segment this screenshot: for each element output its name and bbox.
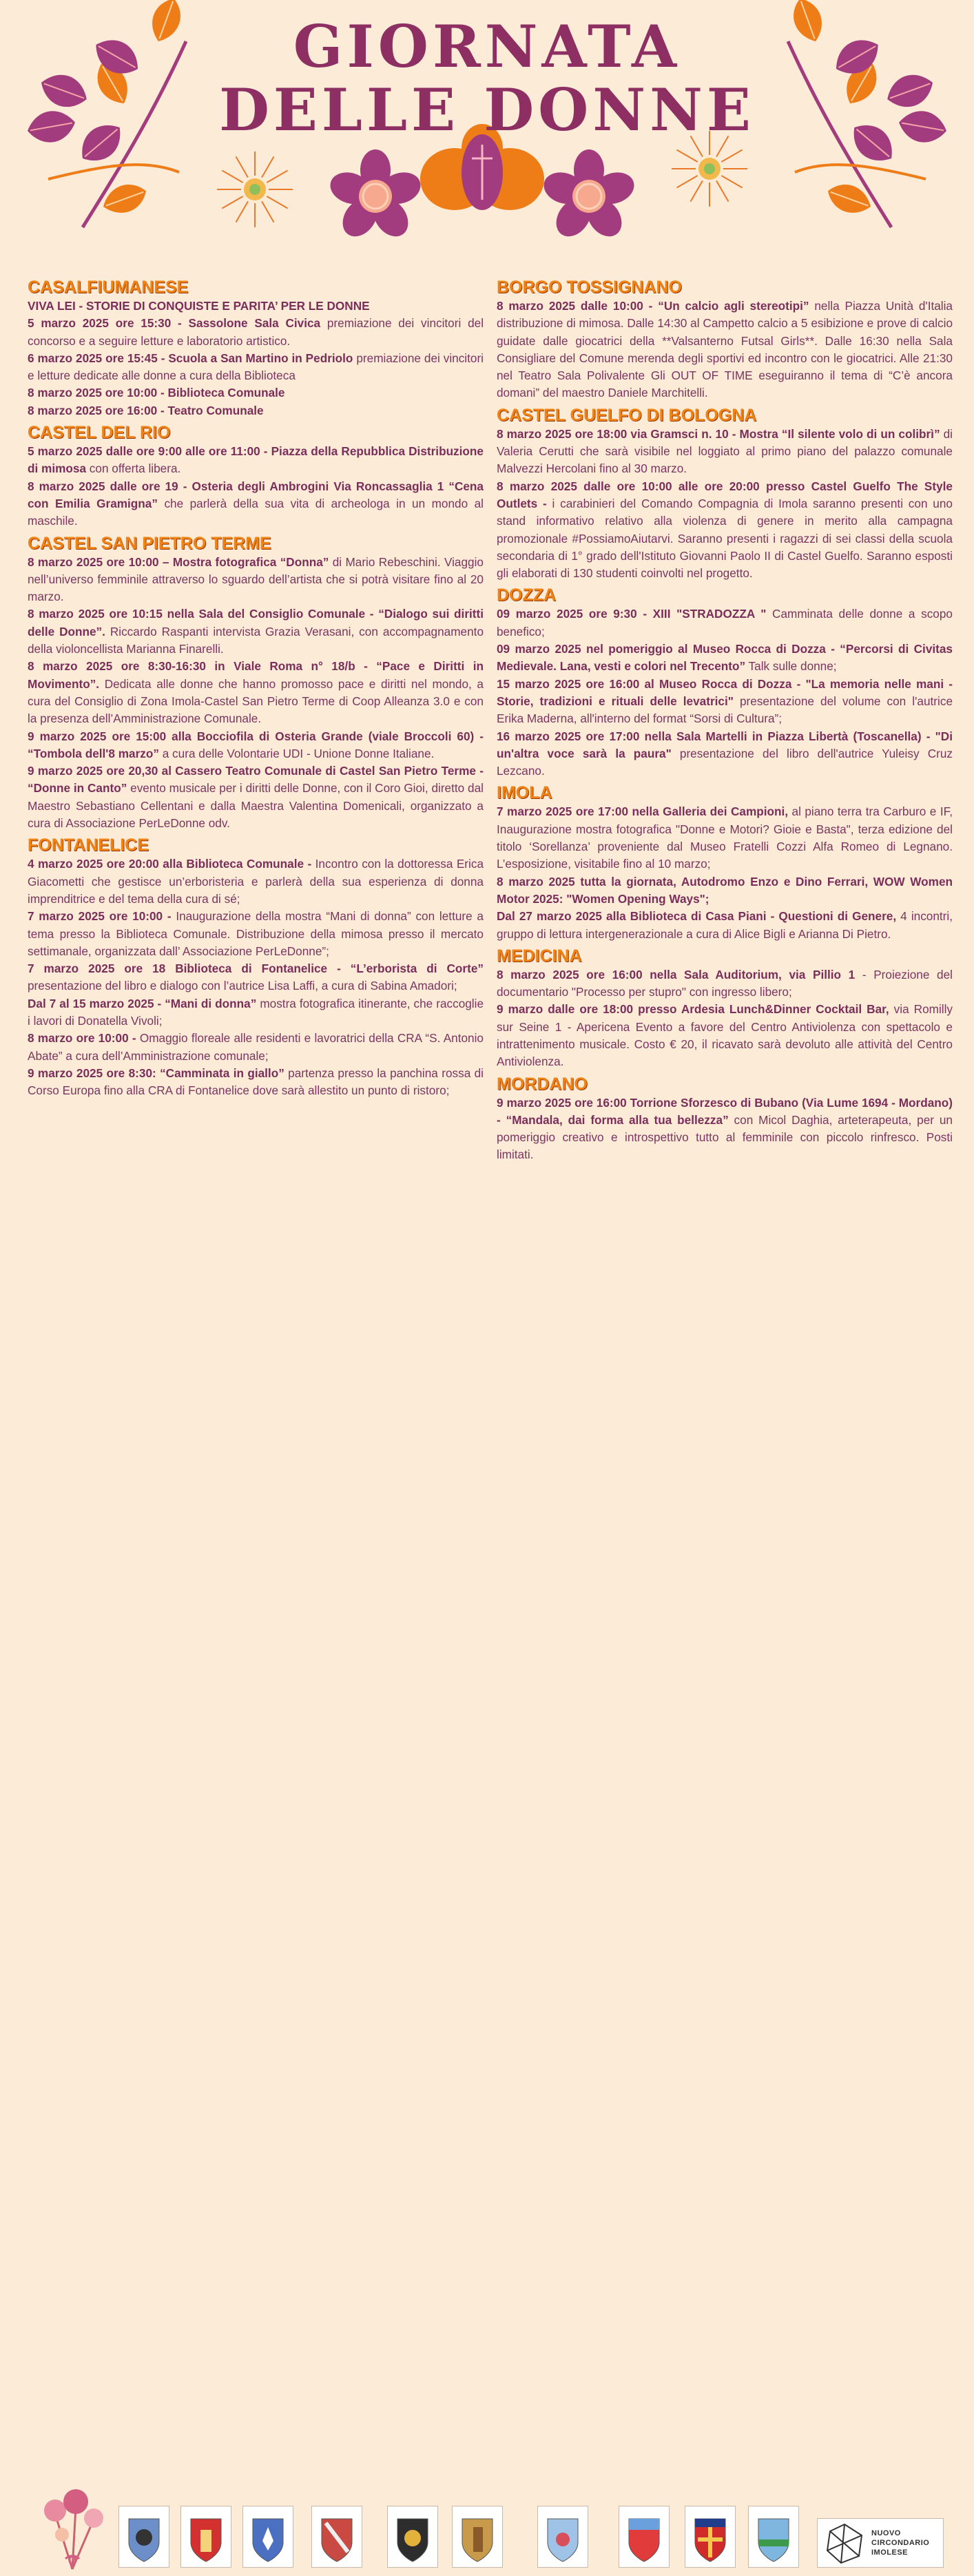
section-heading: CASTEL GUELFO DI BOLOGNA xyxy=(497,405,757,425)
event-item xyxy=(28,960,484,995)
event-description: Dedicata alle donne che hanno promosso pace e diritti nel mondo, a cura del Consiglio di Zona Imola-Castel San Pietro Terme di Coop Alleanza 3.0 e con la presenza dell’Amministrazione Comunale. xyxy=(28,676,484,726)
event-item xyxy=(28,762,484,832)
event-description: i carabinieri del Comando Compagnia di Imola saranno presenti con uno stand informativo relativo alla violenza di genere in merito alla campagna promozionale #PossiamoAiutarvi. Saranno presenti i ragazzi di sei classi della scuola secondaria di 1° grado dell'Istituto Giovanni Paolo II di Castel Guelfo. Saranno esposti gli elaborati di 130 studenti coinvolti nel progetto. xyxy=(497,496,953,581)
medicina-crest-icon xyxy=(685,2506,736,2568)
section-heading: DOZZA xyxy=(497,585,557,605)
event-date-place: 5 marzo 2025 ore 15:30 - Sassolone Sala Civica xyxy=(28,316,321,331)
nuovo-circondario-imolese-logo xyxy=(817,2518,944,2568)
event-item xyxy=(28,1065,484,1100)
event-date-place: 9 marzo 2025 ore 16:00 Torrione Sforzesco di Bubano (Via Lume 1694 - Mordano) - “Mandala, dai forma alla tua bellezza” xyxy=(497,1095,953,1127)
event-item xyxy=(497,298,953,402)
event-item xyxy=(28,605,484,658)
section-heading: MORDANO xyxy=(497,1074,588,1094)
event-item xyxy=(28,315,484,350)
event-item xyxy=(28,1030,484,1065)
footer xyxy=(0,1240,974,2557)
event-item xyxy=(28,384,484,402)
event-date-place: 8 marzo 2025 dalle ore 10:00 alle ore 20:00 presso Castel Guelfo The Style Outlets - xyxy=(497,479,953,510)
event-item xyxy=(28,995,484,1030)
event-item xyxy=(28,554,484,606)
section-mordano xyxy=(497,1074,953,1164)
section-castel-del-rio xyxy=(28,422,484,530)
event-description: al piano terra tra Carburo e IF, Inaugurazione mostra fotografica "Donne e Motori? Gioie e Basta", terza edizione del titolo ‘Sorellanza’ proveniente dal Museo Fratelli Cozzi Alfa Romeo di Legnano. L’esposizione, visitabile fino al 10 marzo; xyxy=(497,804,953,871)
event-date-place: 9 marzo 2025 ore 20,30 al Cassero Teatro Comunale di Castel San Pietro Terme - “Donne in Canto” xyxy=(28,764,484,796)
event-description: mostra fotografica itinerante, che raccoglie i lavori di Donatella Vivoli; xyxy=(28,996,484,1028)
event-date-place: 8 marzo 2025 tutta la giornata, Autodromo Enzo e Dino Ferrari, WOW Women Motor 2025: "Women Opening Ways"; xyxy=(497,874,953,906)
event-description: che parlerà della sua vita di archeologa in un mondo al maschile. xyxy=(28,496,484,528)
logo-text: NUOVO CIRCONDARIO IMOLESE xyxy=(871,2529,930,2557)
event-date-place: 7 marzo 2025 ore 10:00 - xyxy=(28,909,172,924)
castel-san-pietro-crest-icon xyxy=(311,2506,362,2568)
right-column xyxy=(497,277,953,1167)
section-heading: FONTANELICE xyxy=(28,835,149,855)
event-item xyxy=(28,728,484,763)
casalfiumanese-crest-icon xyxy=(118,2506,169,2568)
event-description: Inaugurazione della mostra “Mani di donna” con letture a tema presso la Biblioteca Comunale. Distribuzione della mimosa presso il mercato settimanale, organizzata dall’ Associazione PerLeDonne”; xyxy=(28,909,484,958)
section-heading: CASTEL DEL RIO xyxy=(28,423,171,443)
event-item xyxy=(28,443,484,478)
title-line-1: GIORNATA xyxy=(293,12,681,81)
event-item xyxy=(497,873,953,908)
event-description: Talk sulle donne; xyxy=(745,659,837,674)
event-date-place: 8 marzo 2025 ore 18:00 via Gramsci n. 10 - Mostra “Il silente volo di un colibrì” xyxy=(497,426,940,441)
event-date-place: 8 marzo 2025 dalle ore 19 - Osteria degli Ambrogini Via Roncassaglia 1 “Cena con Emilia Gramigna” xyxy=(28,479,484,510)
section-fontanelice xyxy=(28,835,484,1099)
section-imola xyxy=(497,782,953,942)
event-description: - Proiezione del documentario "Processo per stupro" con ingresso libero; xyxy=(497,967,953,999)
event-date-place: 8 marzo ore 10:00 - xyxy=(28,1031,136,1046)
event-item xyxy=(497,1001,953,1070)
event-date-place: 9 marzo 2025 ore 15:00 alla Bocciofila di Osteria Grande (viale Broccoli 60) - “Tombola dell'8 marzo” xyxy=(28,729,484,760)
event-date-place: 6 marzo 2025 ore 15:45 - Scuola a San Martino in Pedriolo xyxy=(28,351,353,365)
section-heading: BORGO TOSSIGNANO xyxy=(497,278,683,297)
event-description: di Mario Rebeschini. Viaggio nell’universo femminile attraverso lo sguardo dell’artista che si potrà visitare fino al 20 marzo. xyxy=(28,554,484,604)
event-item xyxy=(497,1094,953,1164)
section-heading: CASTEL SAN PIETRO TERME xyxy=(28,533,271,553)
event-date-place: 8 marzo 2025 ore 16:00 nella Sala Auditorium, via Pillio 1 xyxy=(497,967,856,981)
borgo-tossignano-crest-icon xyxy=(387,2506,438,2568)
event-item xyxy=(497,478,953,583)
polyhedron-logo-icon xyxy=(820,2519,869,2567)
event-item xyxy=(28,478,484,530)
bouquet-icon xyxy=(34,2473,110,2576)
left-column xyxy=(28,277,484,1102)
section-castel-guelfo-di-bologna xyxy=(497,405,953,583)
event-item xyxy=(497,641,953,676)
event-description: 4 incontri, gruppo di lettura intergenerazionale a cura di Alice Bigli e Arianna Di Pietro. xyxy=(497,909,953,941)
section-casalfiumanese xyxy=(28,277,484,419)
event-description: con Micol Daghia, arteterapeuta, per un pomeriggio creativo e introspettivo tutto al femminile con piccolo rinfresco. Posti limitati. xyxy=(497,1112,953,1162)
event-item xyxy=(28,855,484,908)
event-description: partenza presso la panchina rossa di Corso Europa fino alla CRA di Fontanelice dove sarà allestito un punto di ristoro; xyxy=(28,1066,484,1098)
event-date-place: Dal 7 al 15 marzo 2025 - “Mani di donna” xyxy=(28,996,257,1010)
event-date-place: 8 marzo 2025 ore 10:00 - Biblioteca Comunale xyxy=(28,386,285,400)
event-description: Riccardo Raspanti intervista Grazia Verasani, con accompagnamento della violoncellista Marianna Finarelli. xyxy=(28,624,484,656)
section-heading: MEDICINA xyxy=(497,946,582,966)
event-item xyxy=(28,402,484,419)
castel-del-rio-crest-icon xyxy=(180,2506,231,2568)
section-heading: CASALFIUMANESE xyxy=(28,278,189,297)
page-title xyxy=(0,12,974,144)
event-date-place: VIVA LEI - STORIE DI CONQUISTE E PARITA’ PER LE DONNE xyxy=(28,299,370,313)
castel-guelfo-crest-icon xyxy=(242,2506,293,2568)
event-description: presentazione del libro e dialogo con l’autrice Lisa Laffi, a cura di Sabina Amadori; xyxy=(28,979,457,993)
event-item xyxy=(497,605,953,641)
imola-crest-icon xyxy=(619,2506,670,2568)
event-date-place: 16 marzo 2025 ore 17:00 nella Sala Martelli in Piazza Libertà (Toscanella) - "Di un'altra voce sarà la paura" xyxy=(497,729,953,760)
event-date-place: 7 marzo 2025 ore 18 Biblioteca di Fontanelice - “L’erborista di Corte” xyxy=(28,962,484,976)
event-description: evento musicale per i diritti delle Donne, con il Coro Gioi, diretto dal Maestro Sebastiano Cellentani e dalla Maestra Valentina Domenicali, organizzato a cura di Associazione PerLeDonne odv. xyxy=(28,781,484,831)
event-description: Incontro con la dottoressa Erica Giacometti che gestisce un’erboristeria e parlerà della sua esperienza di donna imprenditrice e del tema della cura di sé; xyxy=(28,857,484,906)
fontanelice-crest-icon xyxy=(537,2506,588,2568)
event-date-place: 8 marzo 2025 ore 10:15 nella Sala del Consiglio Comunale - “Dialogo sui diritti delle Donne”. xyxy=(28,607,484,638)
event-description: premiazione dei vincitori e letture dedicate alle donne a cura della Biblioteca xyxy=(28,351,484,383)
event-date-place: 4 marzo 2025 ore 20:00 alla Biblioteca Comunale - xyxy=(28,857,312,871)
event-date-place: 8 marzo 2025 ore 8:30-16:30 in Viale Roma n° 18/b - “Pace e Diritti in Movimento”. xyxy=(28,659,484,691)
section-dozza xyxy=(497,585,953,780)
event-description: Camminata delle donne a scopo benefico; xyxy=(497,607,953,638)
header-banner xyxy=(0,0,974,276)
event-description: premiazione dei vincitori del concorso e a seguire letture e laboratorio artistico. xyxy=(28,316,484,348)
event-description: nella Piazza Unità d'Italia distribuzione di mimosa. Dalle 14:30 al Campetto calcio a 5 esibizione e prove di calcio guidate dalle giocatrici della **Valsanterno Futsal Girls**. Dalle 16:30 nella Sala Consigliare del Comune merenda degli sportivi ed incontro con le giocatrici. Alle 21:30 nel Teatro Sala Polivalente Gli OUT OF TIME eseguiranno il tema di “C’è ancora domani” del maestro Daniele Marchitelli. xyxy=(497,299,953,400)
event-date-place: 8 marzo 2025 ore 10:00 – Mostra fotografica “Donna” xyxy=(28,554,329,569)
event-date-place: 09 marzo 2025 nel pomeriggio al Museo Rocca di Dozza - “Percorsi di Civitas Medievale. Lana, vesti e colori nel Trecento” xyxy=(497,642,953,674)
event-item xyxy=(497,728,953,780)
section-heading: IMOLA xyxy=(497,783,552,803)
event-description: a cura delle Volontarie UDI - Unione Donne Italiane. xyxy=(158,746,435,760)
event-item xyxy=(497,966,953,1001)
event-item xyxy=(28,298,484,315)
event-description: Omaggio floreale alle residenti e lavoratrici della CRA “S. Antonio Abate” a cura dell’Amministrazione comunale; xyxy=(28,1031,484,1063)
event-item xyxy=(497,908,953,943)
mordano-crest-icon xyxy=(748,2506,799,2568)
event-item xyxy=(497,426,953,478)
event-date-place: 5 marzo 2025 dalle ore 9:00 alle ore 11:00 - Piazza della Repubblica Distribuzione di mimosa xyxy=(28,444,484,476)
section-medicina xyxy=(497,946,953,1071)
event-description: via Romilly sur Seine 1 - Apericena Evento a favore del Centro Antiviolenza con spettacolo e intrattenimento musicale. Costo € 20, il ricavato sarà devoluto alle attività del Centro Antiviolenza. xyxy=(497,1002,953,1069)
event-description: presentazione del volume con l'autrice Erika Maderna, all'interno del format “Sorsi di Cultura”; xyxy=(497,694,953,726)
event-date-place: 7 marzo 2025 ore 17:00 nella Galleria dei Campioni, xyxy=(497,804,789,819)
event-date-place: Dal 27 marzo 2025 alla Biblioteca di Casa Piani - Questioni di Genere, xyxy=(497,909,897,924)
event-item xyxy=(28,350,484,385)
event-date-place: 8 marzo 2025 ore 16:00 - Teatro Comunale xyxy=(28,403,264,417)
event-description: presentazione del libro dell'autrice Yuleisy Cruz Lezcano. xyxy=(497,746,953,778)
title-line-2: DELLE DONNE xyxy=(219,76,755,144)
event-item xyxy=(28,908,484,960)
event-item xyxy=(497,676,953,728)
event-date-place: 9 marzo 2025 ore 8:30: “Camminata in giallo” xyxy=(28,1066,284,1080)
dozza-crest-icon xyxy=(452,2506,503,2568)
event-date-place: 8 marzo 2025 dalle 10:00 - “Un calcio agli stereotipi” xyxy=(497,299,809,313)
section-borgo-tossignano xyxy=(497,277,953,402)
section-castel-san-pietro-terme xyxy=(28,533,484,833)
event-description: di Valeria Cerutti che sarà visibile nel loggiato al primo piano del palazzo comunale Malvezzi Hercolani fino al 30 marzo. xyxy=(497,426,953,476)
event-date-place: 09 marzo 2025 ore 9:30 - XIII "STRADOZZA " xyxy=(497,607,767,621)
event-item xyxy=(497,803,953,873)
event-description: con offerta libera. xyxy=(86,461,181,476)
event-date-place: 15 marzo 2025 ore 16:00 al Museo Rocca di Dozza - "La memoria nelle mani - Storie, tradizioni e rituali delle levatrici" xyxy=(497,676,953,708)
event-date-place: 9 marzo dalle ore 18:00 presso Ardesia Lunch&Dinner Cocktail Bar, xyxy=(497,1002,889,1017)
event-item xyxy=(28,658,484,727)
